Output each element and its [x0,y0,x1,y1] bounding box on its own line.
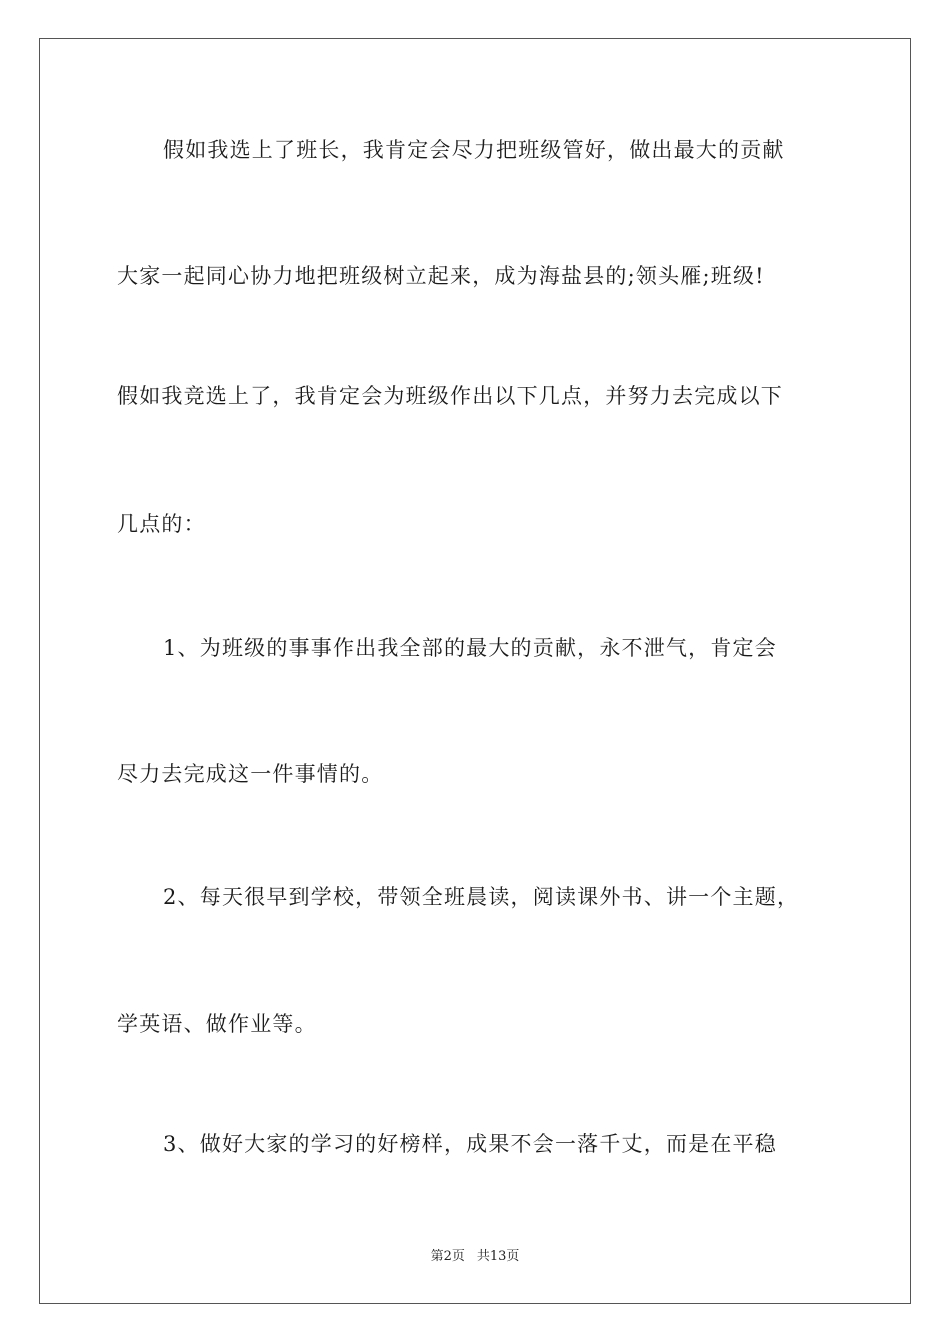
page-footer [0,1248,950,1266]
text-line-9: 3、做好大家的学习的好榜样，成果不会一落千丈，而是在平稳 [163,1132,777,1156]
text-line-2: 大家一起同心协力地把班级树立起来，成为海盐县的;领头雁;班级! [117,264,765,288]
text-line-6: 尽力去完成这一件事情的。 [117,762,384,786]
page-total: 共13页 [476,1249,520,1264]
page-border [39,38,911,1304]
text-line-5: 1、为班级的事事作出我全部的最大的贡献，永不泄气，肯定会 [163,636,777,660]
text-line-8: 学英语、做作业等。 [117,1012,317,1036]
text-line-3: 假如我竞选上了，我肯定会为班级作出以下几点，并努力去完成以下 [117,384,783,408]
text-line-7: 2、每天很早到学校，带领全班晨读，阅读课外书、讲一个主题， [163,885,800,909]
text-line-1: 假如我选上了班长，我肯定会尽力把班级管好，做出最大的贡献 [163,138,785,162]
text-line-4: 几点的： [117,512,206,536]
page-number: 第2页 [430,1249,465,1264]
